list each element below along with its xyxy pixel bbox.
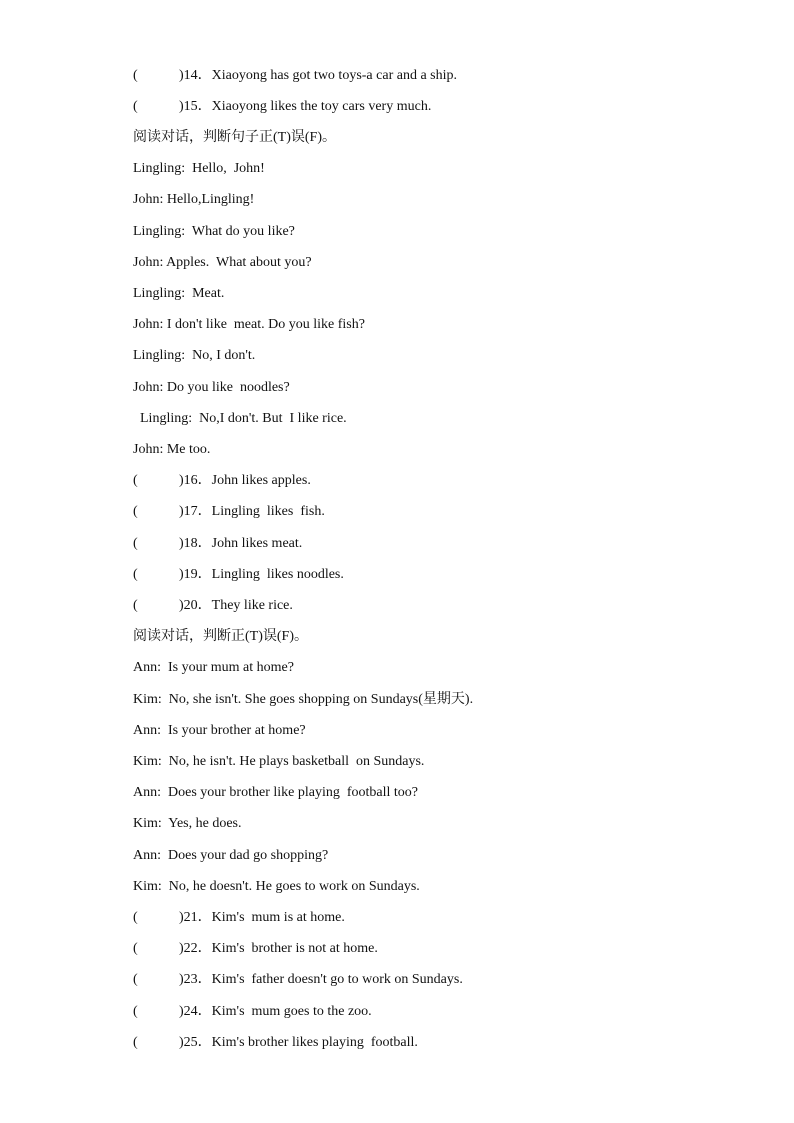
section-heading-1: 阅读对话，判断句子正(T)误(F)。 (133, 130, 336, 145)
dialogue-line: Ann: Is your brother at home? (133, 723, 306, 738)
dialogue-line: Kim: No, she isn't. She goes shopping on Sundays(星期天). (133, 692, 474, 707)
dialogue-line: Lingling: No, I don't. (133, 348, 256, 363)
dialogue-line: Kim: No, he isn't. He plays basketball on Sundays. (133, 754, 425, 769)
question-19: ( )19．Lingling likes noodles. (133, 567, 344, 582)
dialogue-line: Ann: Does your dad go shopping? (133, 848, 329, 863)
dialogue-line: Kim: No, he doesn't. He goes to work on Sundays. (133, 879, 420, 894)
dialogue-line: John: Do you like noodles? (133, 380, 290, 395)
question-20: ( )20．They like rice. (133, 598, 293, 613)
question-17: ( )17．Lingling likes fish. (133, 504, 325, 519)
dialogue-line: Lingling: Meat. (133, 286, 225, 301)
dialogue-line: Ann: Is your mum at home? (133, 660, 294, 675)
dialogue-line: Lingling: No,I don't. But I like rice. (140, 411, 347, 426)
dialogue-line: John: I don't like meat. Do you like fish? (133, 317, 365, 332)
dialogue-line: Kim: Yes, he does. (133, 816, 242, 831)
section-heading-2: 阅读对话，判断正(T)误(F)。 (133, 629, 308, 644)
question-24: ( )24．Kim's mum goes to the zoo. (133, 1004, 372, 1019)
question-15: ( )15．Xiaoyong likes the toy cars very much. (133, 99, 432, 114)
question-22: ( )22．Kim's brother is not at home. (133, 941, 378, 956)
question-18: ( )18．John likes meat. (133, 536, 303, 551)
question-21: ( )21．Kim's mum is at home. (133, 910, 345, 925)
dialogue-line: John: Me too. (133, 442, 211, 457)
dialogue-line: Lingling: What do you like? (133, 224, 295, 239)
question-25: ( )25．Kim's brother likes playing football. (133, 1035, 418, 1050)
dialogue-line: Lingling: Hello, John! (133, 161, 265, 176)
question-23: ( )23．Kim's father doesn't go to work on Sundays. (133, 972, 463, 987)
dialogue-line: John: Hello,Lingling! (133, 192, 255, 207)
question-16: ( )16．John likes apples. (133, 473, 311, 488)
dialogue-line: John: Apples. What about you? (133, 255, 312, 270)
question-14: ( )14．Xiaoyong has got two toys-a car and a ship. (133, 68, 457, 83)
dialogue-line: Ann: Does your brother like playing football too? (133, 785, 418, 800)
